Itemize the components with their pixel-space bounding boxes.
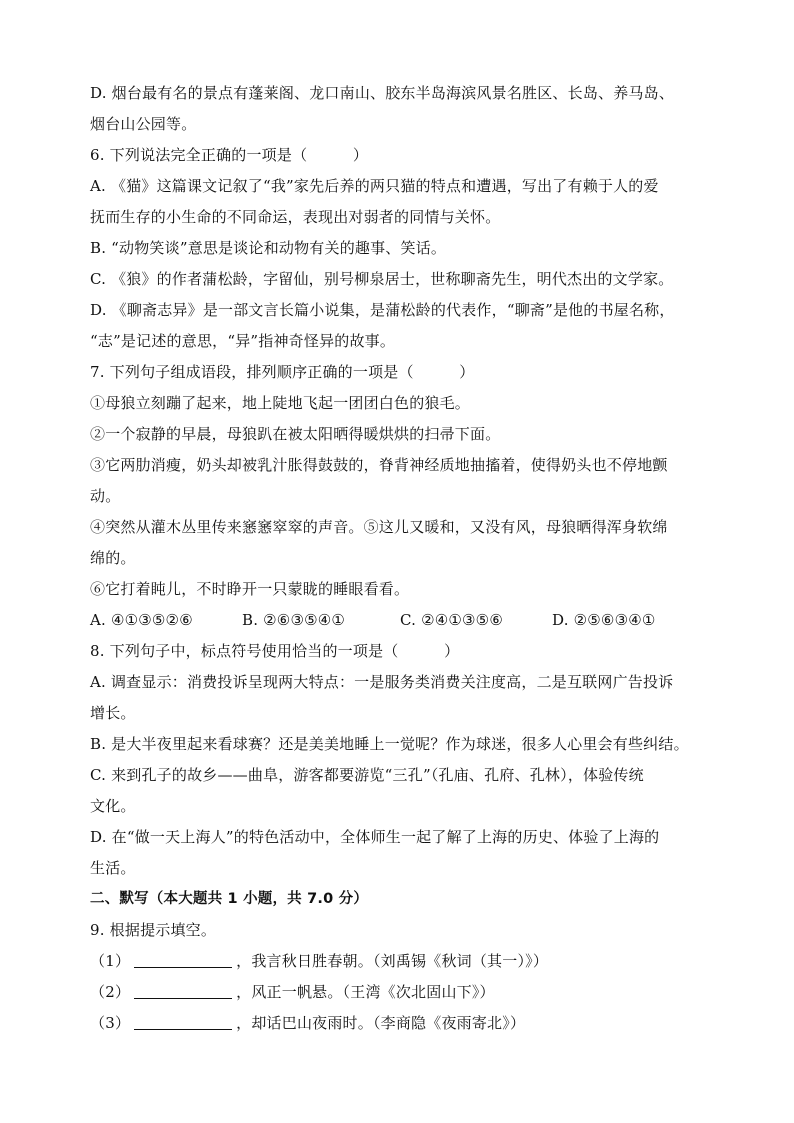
q7-option-c: C. ②④①③⑤⑥ bbox=[400, 611, 503, 629]
text-line: 抚而生存的小生命的不同命运，表现出对弱者的同情与关怀。 bbox=[90, 208, 501, 226]
fill-item-text: ，我言秋日胜春朝。（刘禹锡《秋词（其一）》） bbox=[236, 952, 549, 970]
text-line: ①母狼立刻蹦了起来，地上陡地飞起一团团白色的狼毛。 bbox=[90, 394, 471, 412]
text-line: 动。 bbox=[90, 487, 121, 505]
text-line: ⑥它打着盹儿，不时睁开一只蒙眬的睡眼看看。 bbox=[90, 580, 410, 598]
text-line: 6. 下列说法完全正确的一项是（ ） bbox=[90, 146, 369, 164]
fill-item bbox=[90, 946, 710, 977]
text-line: C. 《狼》的作者蒲松龄，字留仙，别号柳泉居士，世称聊斋先生，明代杰出的文学家。 bbox=[90, 270, 674, 288]
answer-blank[interactable] bbox=[134, 981, 232, 999]
text-line: C. 来到孔子的故乡——曲阜，游客都要游览“三孔”（孔庙、孔府、孔林），体验传统 bbox=[90, 766, 644, 784]
text-line: B. “动物笑谈”意思是谈论和动物有关的趣事、笑话。 bbox=[90, 239, 447, 257]
q7-option-d: D. ②⑤⑥③④① bbox=[552, 611, 656, 629]
text-line: D. 在“做一天上海人”的特色活动中，全体师生一起了解了上海的历史、体验了上海的 bbox=[90, 828, 660, 846]
question-text-block bbox=[90, 78, 710, 605]
fill-item-number: （1） bbox=[90, 952, 131, 970]
text-line: A. 调查显示：消费投诉呈现两大特点：一是服务类消费关注度高，二是互联网广告投诉 bbox=[90, 673, 674, 691]
text-line: 烟台山公园等。 bbox=[90, 115, 197, 133]
text-line: ②一个寂静的早晨，母狼趴在被太阳晒得暖烘烘的扫帚下面。 bbox=[90, 425, 501, 443]
fill-item bbox=[90, 1008, 710, 1039]
fill-item-number: （3） bbox=[90, 1014, 131, 1032]
text-line: 8. 下列句子中，标点符号使用恰当的一项是（ ） bbox=[90, 642, 460, 660]
text-line: D. 烟台最有名的景点有蓬莱阁、龙口南山、胶东半岛海滨风景名胜区、长岛、养马岛、 bbox=[90, 84, 675, 102]
fill-item bbox=[90, 977, 710, 1008]
answer-blank[interactable] bbox=[134, 950, 232, 968]
text-line: 文化。 bbox=[90, 797, 136, 815]
q7-options bbox=[90, 605, 710, 636]
fill-item-text: ，却话巴山夜雨时。（李商隐《夜雨寄北》） bbox=[236, 1014, 526, 1032]
fill-item-text: ，风正一帆悬。（王湾《次北固山下》） bbox=[236, 983, 495, 1001]
answer-blank[interactable] bbox=[134, 1012, 232, 1030]
text-line: D. 《聊斋志异》是一部文言长篇小说集，是蒲松龄的代表作，“聊斋”是他的书屋名称， bbox=[90, 301, 675, 319]
text-line: 绵的。 bbox=[90, 549, 136, 567]
q9-prompt: 9. 根据提示填空。 bbox=[90, 921, 217, 939]
text-line: “志”是记述的意思，“异”指神奇怪异的故事。 bbox=[90, 332, 396, 350]
page-content bbox=[90, 78, 710, 1039]
text-line: A. 《猫》这篇课文记叙了“我”家先后养的两只猫的特点和遭遇，写出了有赖于人的爱 bbox=[90, 177, 659, 195]
text-line: 增长。 bbox=[90, 704, 136, 722]
section-heading: 二、默写（本大题共 1 小题，共 7.0 分） bbox=[90, 891, 369, 907]
text-line: 7. 下列句子组成语段，排列顺序正确的一项是（ ） bbox=[90, 363, 475, 381]
text-line: ③它两肋消瘦，奶头却被乳汁胀得鼓鼓的，脊背神经质地抽搐着，使得奶头也不停地颤 bbox=[90, 456, 668, 474]
text-line: 生活。 bbox=[90, 859, 136, 877]
q7-option-b: B. ②⑥③⑤④① bbox=[242, 611, 346, 629]
text-line: ④突然从灌木丛里传来窸窸窣窣的声音。⑤这儿又暖和，又没有风，母狼晒得浑身软绵 bbox=[90, 518, 668, 536]
question-8-block bbox=[90, 636, 710, 884]
fill-item-number: （2） bbox=[90, 983, 131, 1001]
text-line: B. 是大半夜里起来看球赛？还是美美地睡上一觉呢？作为球迷，很多人心里会有些纠结。 bbox=[90, 735, 689, 753]
q7-option-a: A. ④①③⑤②⑥ bbox=[90, 611, 193, 629]
